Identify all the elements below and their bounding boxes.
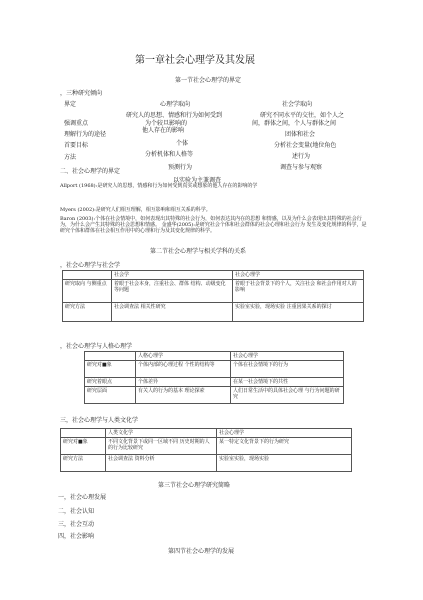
psych-text: 个体 — [176, 140, 189, 147]
table-header-cell — [61, 429, 106, 438]
list-item: 一，社会心理发展 — [58, 494, 107, 501]
list-item: 二，社会认知 — [58, 508, 95, 515]
table-anthropology — [60, 428, 352, 472]
table-cell: 人们日常生活中的具体社会心理 与行为问题的研究 — [231, 387, 344, 404]
section-heading-4: 第四节社会心理学的发展 — [168, 548, 235, 555]
table-row — [85, 378, 344, 387]
table-cell: 研究对■象 — [61, 438, 106, 455]
table-sociology — [62, 270, 364, 322]
left-term: 理解行为的途径 — [64, 131, 107, 138]
table-cell: 研究层面 — [85, 387, 136, 404]
page-title: 第一章社会心理学及其发展 — [135, 55, 255, 66]
definition-myers: Myers (2002):是研究人们相互理解，相互影响和相互关系的科学。 — [60, 207, 211, 213]
psych-text: 以实验为主兼调查 — [173, 177, 222, 184]
table-cell: 有关人的行为的基本 理论探索 — [136, 387, 231, 404]
table-row — [85, 361, 344, 378]
table-cell: 研究着眼点 — [85, 378, 136, 387]
psych-text: 分析机体和人格等 — [145, 151, 194, 158]
table-header-cell: 人格心理学 — [136, 352, 231, 361]
table-cell: 在某一社会情境下的共性 — [231, 378, 344, 387]
relation-heading-personality: ，社会心理学与人格心理学 — [60, 343, 133, 350]
table-personality — [84, 351, 344, 404]
section-heading-2: 第二节社会心理学与相关学科的关系 — [150, 248, 247, 255]
table-cell: 着眼于社会背景下的个人，关注社会 和社会作用对人的影响 — [233, 280, 364, 303]
definition-allport: Allport (1968):是研究人的思想，情感和行为如何受到真实或想象的他人存在的影响的学 — [60, 183, 258, 189]
column-header-define: 界定 — [64, 101, 77, 108]
table-row — [61, 455, 352, 472]
table-header-cell: 社会心理学 — [233, 271, 364, 280]
table-header-cell: 人类文化学 — [106, 429, 217, 438]
relation-heading-sociology: ，社会心理学与社会学 — [60, 262, 121, 269]
soc-text: 间，群体之间，个人与群体之间 — [252, 120, 337, 127]
section-heading-3: 第三节社会心理学研究简略 — [158, 482, 231, 489]
table-header-cell — [85, 352, 136, 361]
soc-text: 调查与参与观察 — [280, 164, 323, 171]
psych-text: 他人存在的影响 — [142, 127, 185, 134]
table-row — [61, 438, 352, 455]
soc-text: 团体和社会 — [285, 131, 316, 138]
left-term: 方法 — [64, 154, 77, 161]
table-cell: 实验室实验，现场实验 注重因果关系的探讨 — [233, 303, 364, 322]
relation-heading-anthropology: 三，社会心理学与人类文化学 — [60, 417, 139, 424]
psych-text: 研究人的思想、情感和行为如何受到 — [126, 112, 223, 119]
table-cell: 社会调查法 相关性研究 — [112, 303, 233, 322]
table-row — [63, 280, 364, 303]
table-cell: 研究取向 与侧重点 — [63, 280, 112, 303]
table-cell: 研究方法 — [63, 303, 112, 322]
soc-text: 分析社会变量(地位角色 — [274, 142, 337, 149]
table-cell: 实验室实验，现场实验 — [217, 455, 352, 472]
table-header-cell — [63, 271, 112, 280]
table-row — [63, 303, 364, 322]
psych-text: 为个较旦影响的 — [145, 120, 188, 127]
table-cell: 研究对■象 — [85, 361, 136, 378]
left-term: 首要目标 — [64, 142, 89, 149]
soc-text: 述行为 — [292, 153, 311, 160]
table-header-cell: 社会心理学 — [231, 352, 344, 361]
table-cell: 个体内部的心理过程 个性的结构等 — [136, 361, 231, 378]
sub-heading-define: 二、社会心理学的界定 — [60, 168, 121, 175]
table-cell: 社会调查法 资料分析 — [106, 455, 217, 472]
table-header-cell: 社会心理学 — [217, 429, 352, 438]
psych-text: 预测行为 — [168, 164, 193, 171]
table-cell: 某一特定文化背景下的行为研究 — [217, 438, 352, 455]
table-row — [85, 387, 344, 404]
soc-text: 研究不同水平的交往，如个人之 — [260, 112, 345, 119]
table-cell: 个体差异 — [136, 378, 231, 387]
column-header-sociology: 社会学取向 — [282, 101, 313, 108]
list-item: 三，社会互动 — [58, 521, 95, 528]
table-cell: 个体在社会情境下的行为 — [231, 361, 344, 378]
left-term: 强调重点 — [64, 120, 89, 127]
table-cell: 不同文化背景下或同一区域不同 历史时期的人的行为比较研究 — [106, 438, 217, 455]
definition-baron: Baron (2003):个体在社会情境中，如何表现出其特殊的社会行为，如何表达其内在的思想 和情感，以及为什么会表现出其特殊的社会行为，为什么会产生其特殊的社会思想和情感。 金盛华(2005):是研究社会个体和社会群体的社会心理和社会行为 发生及变化规律的科学，是研究个体和群体在社会相互作用中的心理和行为及其变化规律的科学。 — [60, 216, 367, 234]
table-cell: 着眼于社会本身，注重社会、群体 结构、动级变化等问题 — [112, 280, 233, 303]
table-header-cell: 社会学 — [112, 271, 233, 280]
section-heading-1: 第一节社会心理学的界定 — [175, 77, 242, 84]
column-header-psychology: 心理学取向 — [160, 101, 191, 108]
sub-heading-perspectives: ，三种研究倾向 — [60, 90, 103, 97]
table-cell: 研究方法 — [61, 455, 106, 472]
list-item: 四，社会影响 — [58, 533, 95, 540]
